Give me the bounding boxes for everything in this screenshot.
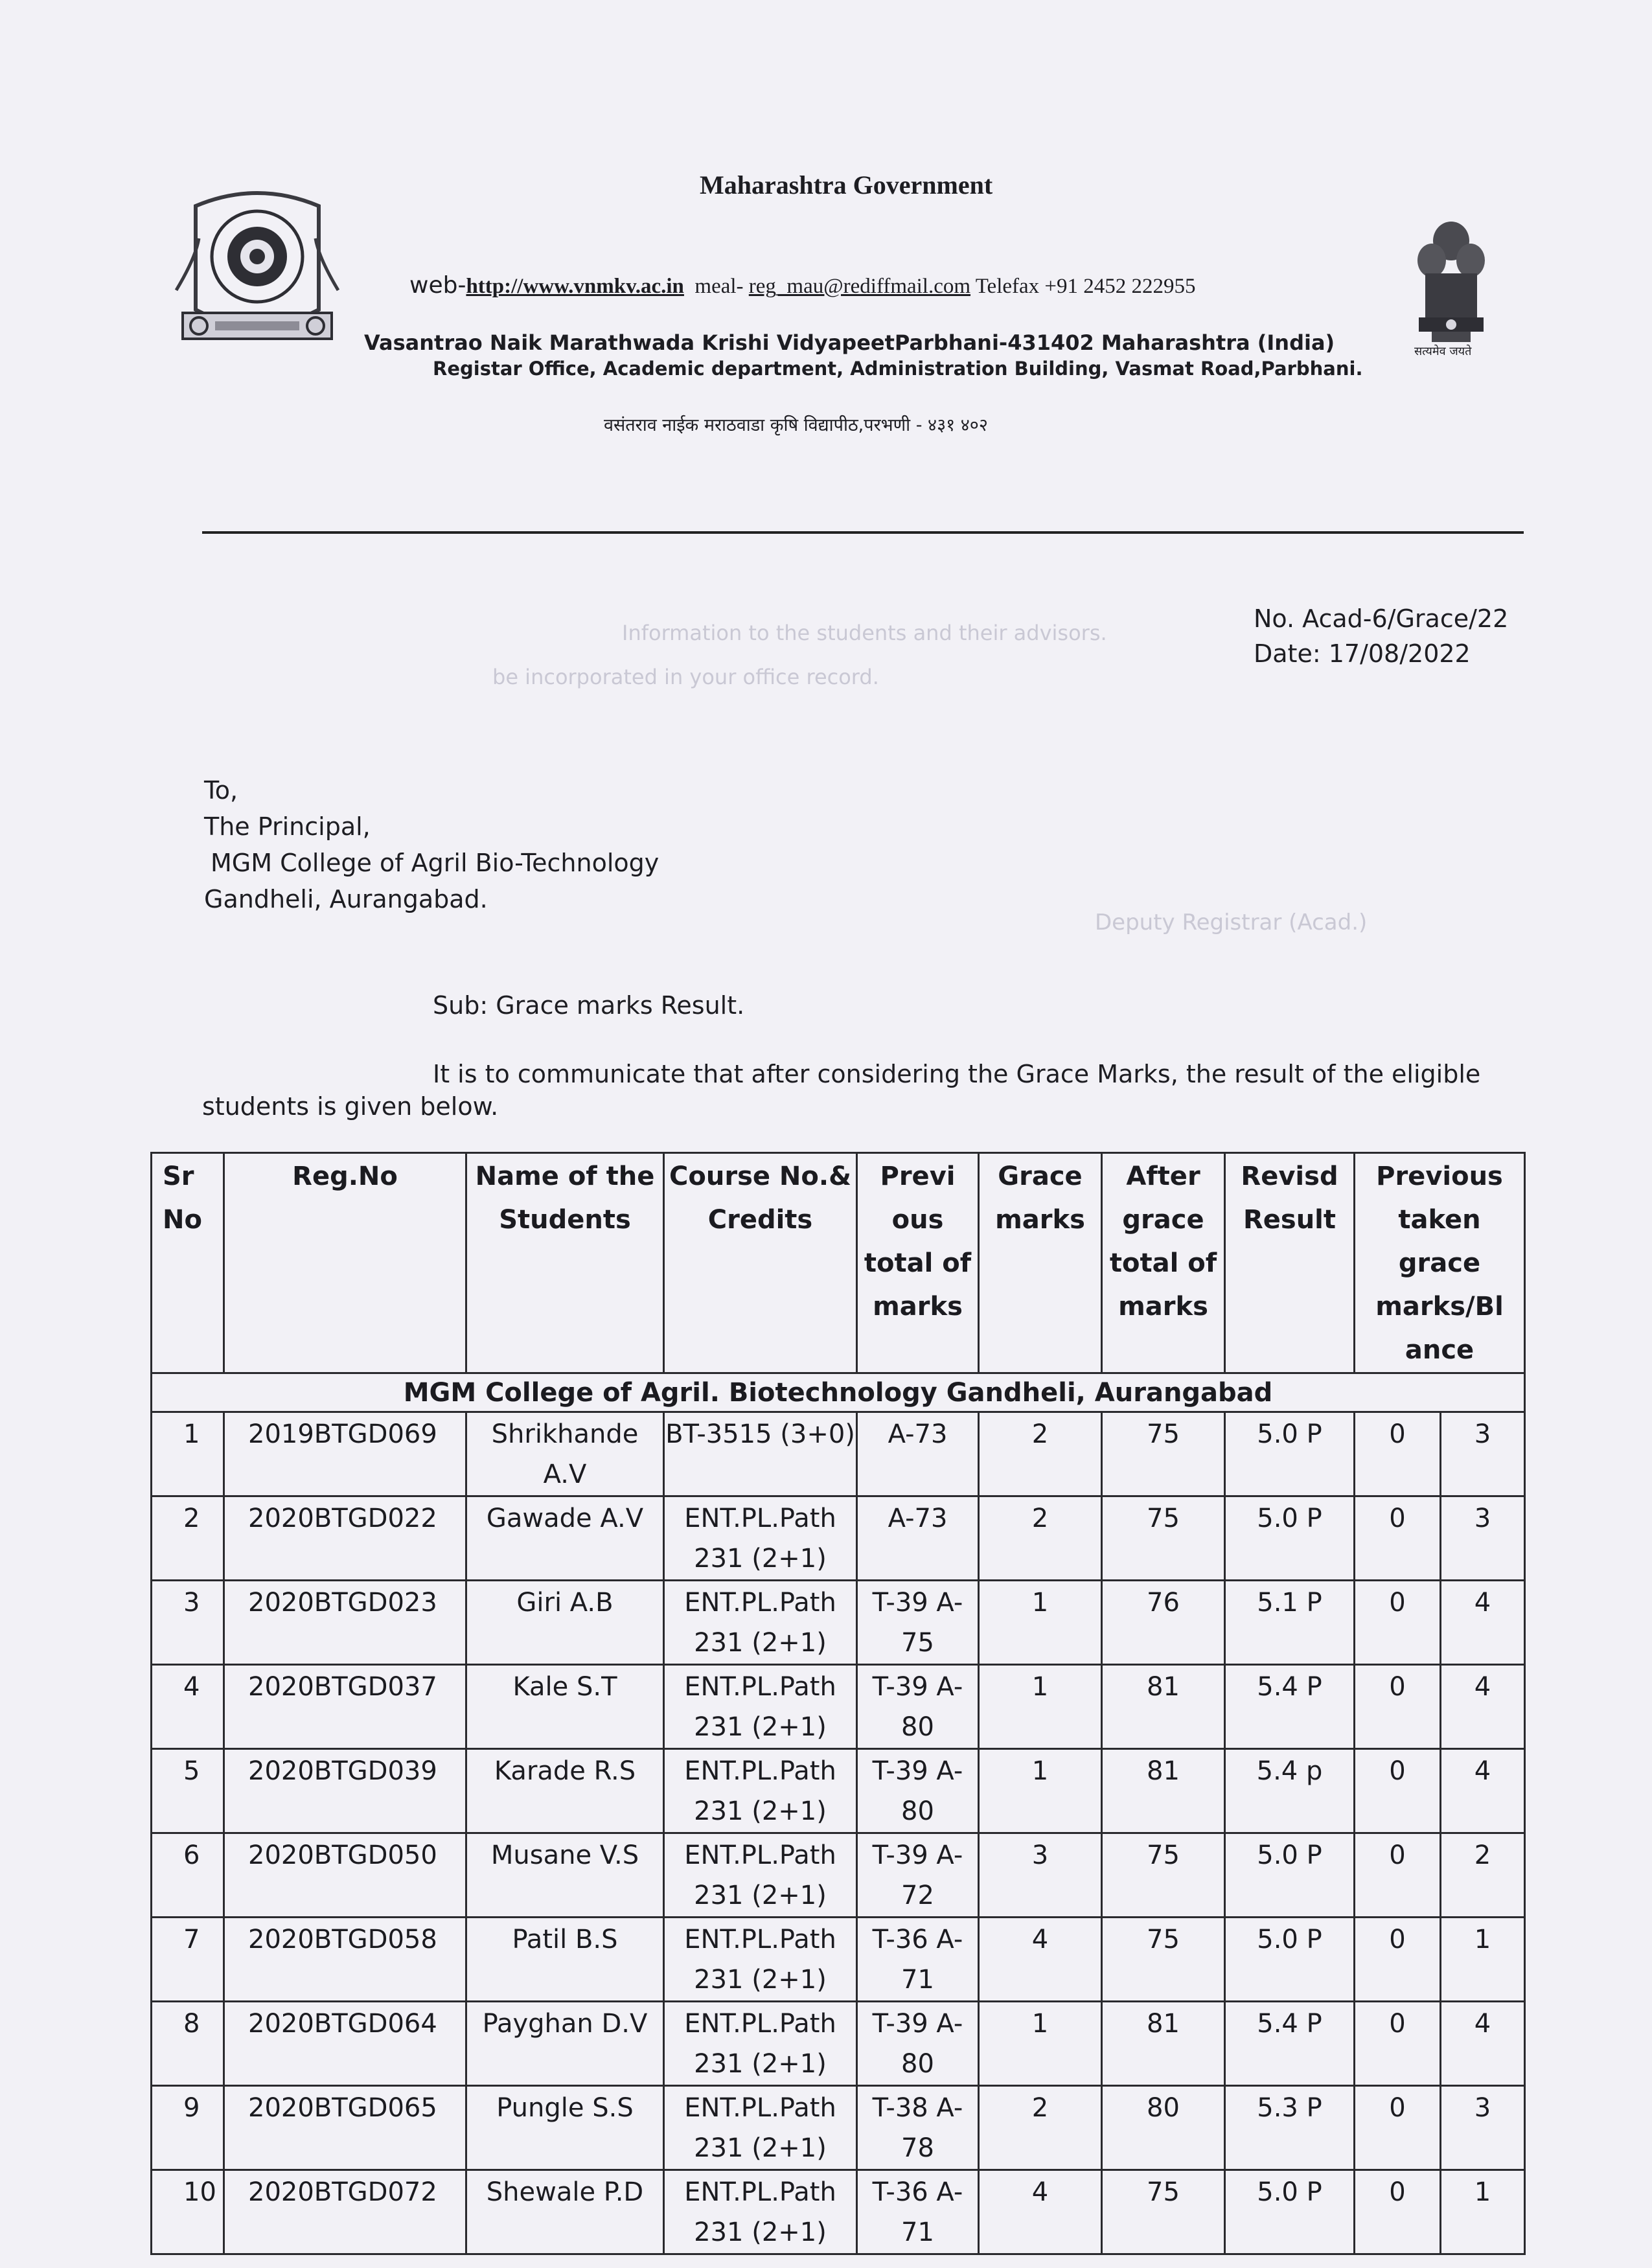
revised-result-cell: 5.4 P [1225,1665,1355,1749]
course-cell: ENT.PL.Path 231 (2+1) [664,2002,857,2086]
revised-result-cell: 5.0 P [1225,1496,1355,1581]
previous-total-cell: T-39 A-80 [857,1665,979,1749]
previous-total-cell: A-73 [857,1496,979,1581]
student-name-cell: Shewale P.D [466,2170,664,2254]
reg-no-cell: 2020BTGD064 [224,2002,466,2086]
after-grace-total-cell: 81 [1102,2002,1225,2086]
reg-no-cell: 2020BTGD022 [224,1496,466,1581]
balance-cell: 1 [1441,1918,1525,2002]
sr-cell: 6 [152,1833,224,1918]
previous-total-cell: T-39 A-80 [857,2002,979,2086]
after-grace-total-cell: 75 [1102,1833,1225,1918]
balance-cell: 4 [1441,1581,1525,1665]
table-row [152,1496,1525,1581]
previous-taken-cell: 0 [1355,2086,1441,2170]
after-grace-total-cell: 75 [1102,1918,1225,2002]
revised-result-cell: 5.0 P [1225,1412,1355,1496]
revised-result-cell: 5.0 P [1225,1833,1355,1918]
header-sr-no: Sr No [152,1153,224,1373]
sr-cell: 9 [152,2086,224,2170]
grace-marks-cell: 2 [979,1496,1102,1581]
student-name-cell: Patil B.S [466,1918,664,2002]
sr-cell: 8 [152,2002,224,2086]
emblem-caption: सत्यमेव जयते [1414,345,1472,358]
table-row [152,2086,1525,2170]
student-name-cell: Giri A.B [466,1581,664,1665]
after-grace-total-cell: 81 [1102,1665,1225,1749]
address-line-3: MGM College of Agril Bio-Technology [211,849,660,877]
table-row [152,1665,1525,1749]
student-name-cell: Shrikhande A.V [466,1412,664,1496]
previous-total-cell: A-73 [857,1412,979,1496]
table-row [152,1749,1525,1833]
letterhead-divider [202,531,1524,534]
balance-cell: 4 [1441,2002,1525,2086]
address-line-1: To, [204,776,238,805]
header-revised-result: Revisd Result [1225,1153,1355,1373]
address-line-2: The Principal, [204,812,371,841]
grace-marks-cell: 1 [979,2002,1102,2086]
revised-result-cell: 5.0 P [1225,2170,1355,2254]
grace-marks-cell: 4 [979,2170,1102,2254]
letter-date: Date: 17/08/2022 [1254,639,1471,668]
address-line-4: Gandheli, Aurangabad. [204,885,488,913]
grace-marks-cell: 1 [979,1581,1102,1665]
previous-taken-cell: 0 [1355,2170,1441,2254]
course-cell: ENT.PL.Path 231 (2+1) [664,2170,857,2254]
revised-result-cell: 5.4 P [1225,2002,1355,2086]
reg-no-cell: 2019BTGD069 [224,1412,466,1496]
balance-cell: 3 [1441,2086,1525,2170]
previous-taken-cell: 0 [1355,1833,1441,1918]
show-through-text-2: be incorporated in your office record. [492,665,879,689]
sr-cell: 3 [152,1581,224,1665]
reg-no-cell: 2020BTGD072 [224,2170,466,2254]
student-name-cell: Kale S.T [466,1665,664,1749]
course-cell: ENT.PL.Path 231 (2+1) [664,1749,857,1833]
after-grace-total-cell: 81 [1102,1749,1225,1833]
student-name-cell: Gawade A.V [466,1496,664,1581]
previous-total-cell: T-39 A-75 [857,1581,979,1665]
sr-cell: 5 [152,1749,224,1833]
table-row [152,1833,1525,1918]
after-grace-total-cell: 75 [1102,2170,1225,2254]
balance-cell: 4 [1441,1749,1525,1833]
table-row [152,1581,1525,1665]
balance-cell: 2 [1441,1833,1525,1918]
subject-line: Sub: Grace marks Result. [433,991,745,1020]
grace-marks-cell: 4 [979,1918,1102,2002]
reference-block [1254,601,1508,671]
header-reg-no: Reg.No [224,1153,466,1373]
table-row [152,2002,1525,2086]
previous-taken-cell: 0 [1355,1918,1441,2002]
table-row [152,1918,1525,2002]
balance-cell: 3 [1441,1496,1525,1581]
reference-number: No. Acad-6/Grace/22 [1254,604,1509,633]
marathi-university-name: वसंतराव नाईक मराठवाडा कृषि विद्यापीठ,परभणी - ४३१ ४०२ [604,415,988,435]
reg-no-cell: 2020BTGD037 [224,1665,466,1749]
body-text-line-1: It is to communicate that after considering the Grace Marks, the result of the eligible [433,1060,1481,1088]
university-logo-icon [170,180,345,346]
previous-taken-cell: 0 [1355,1412,1441,1496]
course-cell: BT-3515 (3+0) [664,1412,857,1496]
previous-taken-cell: 0 [1355,2002,1441,2086]
contact-line [409,272,1196,299]
previous-total-cell: T-36 A-71 [857,2170,979,2254]
course-cell: ENT.PL.Path 231 (2+1) [664,1833,857,1918]
grace-marks-cell: 1 [979,1749,1102,1833]
previous-total-cell: T-39 A-80 [857,1749,979,1833]
course-cell: ENT.PL.Path 231 (2+1) [664,1918,857,2002]
previous-taken-cell: 0 [1355,1581,1441,1665]
reg-no-cell: 2020BTGD039 [224,1749,466,1833]
header-previous-taken-grace: Previous taken grace marks/Bl ance [1355,1153,1525,1373]
student-name-cell: Karade R.S [466,1749,664,1833]
student-name-cell: Pungle S.S [466,2086,664,2170]
header-after-grace-total: After grace total of marks [1102,1153,1225,1373]
web-label: web- [409,272,466,299]
revised-result-cell: 5.1 P [1225,1581,1355,1665]
college-group-title: MGM College of Agril. Biotechnology Gandheli, Aurangabad [152,1373,1525,1412]
table-row [152,2170,1525,2254]
after-grace-total-cell: 75 [1102,1412,1225,1496]
previous-taken-cell: 0 [1355,1749,1441,1833]
grace-marks-cell: 3 [979,1833,1102,1918]
student-name-cell: Musane V.S [466,1833,664,1918]
course-cell: ENT.PL.Path 231 (2+1) [664,1581,857,1665]
reg-no-cell: 2020BTGD023 [224,1581,466,1665]
national-emblem-icon [1409,215,1493,361]
course-cell: ENT.PL.Path 231 (2+1) [664,1496,857,1581]
after-grace-total-cell: 75 [1102,1496,1225,1581]
header-course: Course No.& Credits [664,1153,857,1373]
reg-no-cell: 2020BTGD050 [224,1833,466,1918]
body-text-line-2: students is given below. [202,1092,499,1121]
sr-cell: 1 [152,1412,224,1496]
course-cell: ENT.PL.Path 231 (2+1) [664,1665,857,1749]
sr-cell: 2 [152,1496,224,1581]
sr-cell: 4 [152,1665,224,1749]
grace-marks-cell: 2 [979,2086,1102,2170]
previous-taken-cell: 0 [1355,1665,1441,1749]
revised-result-cell: 5.3 P [1225,2086,1355,2170]
grace-marks-table [150,1152,1526,2255]
previous-total-cell: T-36 A-71 [857,1918,979,2002]
revised-result-cell: 5.0 P [1225,1918,1355,2002]
college-group-row [152,1373,1525,1412]
email-label: meal- [694,275,744,298]
after-grace-total-cell: 80 [1102,2086,1225,2170]
show-through-text-1: Information to the students and their advisors. [622,621,1107,645]
university-name: Vasantrao Naik Marathwada Krishi VidyapeetParbhani-431402 Maharashtra (India) [364,330,1335,355]
sr-cell: 10 [152,2170,224,2254]
header-student-name: Name of the Students [466,1153,664,1373]
balance-cell: 4 [1441,1665,1525,1749]
recipient-address [204,772,659,917]
sr-cell: 7 [152,1918,224,2002]
previous-total-cell: T-38 A-78 [857,2086,979,2170]
telefax: Telefax +91 2452 222955 [975,275,1196,298]
balance-cell: 3 [1441,1412,1525,1496]
grace-marks-cell: 1 [979,1665,1102,1749]
previous-total-cell: T-39 A-72 [857,1833,979,1918]
student-name-cell: Payghan D.V [466,2002,664,2086]
header-previous-total: Previ ous total of marks [857,1153,979,1373]
header-grace-marks: Grace marks [979,1153,1102,1373]
balance-cell: 1 [1441,2170,1525,2254]
grace-marks-cell: 2 [979,1412,1102,1496]
previous-taken-cell: 0 [1355,1496,1441,1581]
after-grace-total-cell: 76 [1102,1581,1225,1665]
letterhead-title: Maharashtra Government [700,170,993,200]
reg-no-cell: 2020BTGD065 [224,2086,466,2170]
office-address: Registar Office, Academic department, Administration Building, Vasmat Road,Parbhani. [433,358,1363,380]
website-link[interactable]: http://www.vnmkv.ac.in [466,275,684,298]
reg-no-cell: 2020BTGD058 [224,1918,466,2002]
table-header-row [152,1153,1525,1373]
email-link[interactable]: reg_mau@rediffmail.com [748,275,971,298]
revised-result-cell: 5.4 p [1225,1749,1355,1833]
show-through-signature-caption: Deputy Registrar (Acad.) [1095,910,1368,935]
course-cell: ENT.PL.Path 231 (2+1) [664,2086,857,2170]
table-row [152,1412,1525,1496]
